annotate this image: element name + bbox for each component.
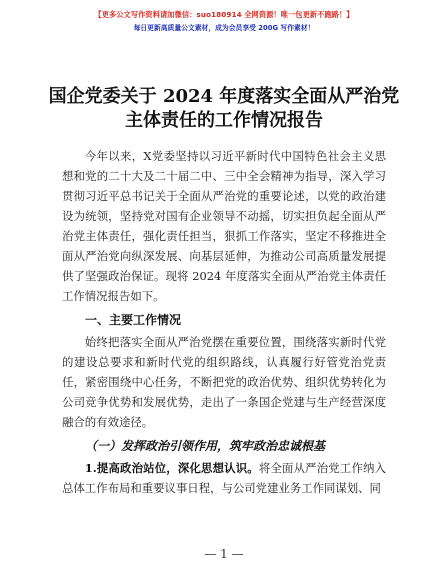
section-body-paragraph: 始终把落实全面从严治党摆在重要位置，围绕落实新时代党的建设总要求和新时代党的组织路线，认真履行好管党治党责任，紧密围绕中心任务，不断把党的政治优势、组织优势转化为公司竞争优势和发展优势，走出了一条国企党建与生产经营深度融合的有效途径。 xyxy=(62,335,386,429)
subsection-heading: （一）发挥政治引领作用，筑牢政治忠诚根基 xyxy=(85,439,326,453)
intro-paragraph: 今年以来，X党委坚持以习近平新时代中国特色社会主义思想和党的二十大及二十届二中、三中全会精神为指导，深入学习贯彻习近平总书记关于全面从严治党的重要论述，以党的政治建设为统领，坚持党对国有企业领导不动摇，切实担负起全面从严治党主体责任，强化责任担当，狠抓工作落实，坚定不移推进全面从严治党向纵深发展、向基层延伸，为推动公司高质量发展提供了坚强政治保证。现将 2024 年度落实全面从严治党主体责任工作情况报告如下。 xyxy=(62,149,386,303)
page-number: — 1 — xyxy=(204,547,244,561)
item-paragraph xyxy=(62,458,386,498)
promo-banner-line1: 【更多公文写作资料请加微信：suo180914 全网资源！唯一包更新不跑路！】 xyxy=(94,10,354,19)
document-title: 国企党委关于 2024 年度落实全面从严治党主体责任的工作情况报告 xyxy=(48,86,400,131)
section-heading: 一、主要工作情况 xyxy=(85,313,182,327)
item-lead-text: 1.提高政治站位，深化思想认识。 xyxy=(84,461,259,475)
item-body-text: 将全面从严治党工作纳入总体工作布局和重要议事日程，与公司党建业务工作同谋划、同 xyxy=(62,461,386,495)
promo-banner-line2: 每日更新高质量公文素材，成为会员享受 200G 写作素材！ xyxy=(133,24,315,32)
